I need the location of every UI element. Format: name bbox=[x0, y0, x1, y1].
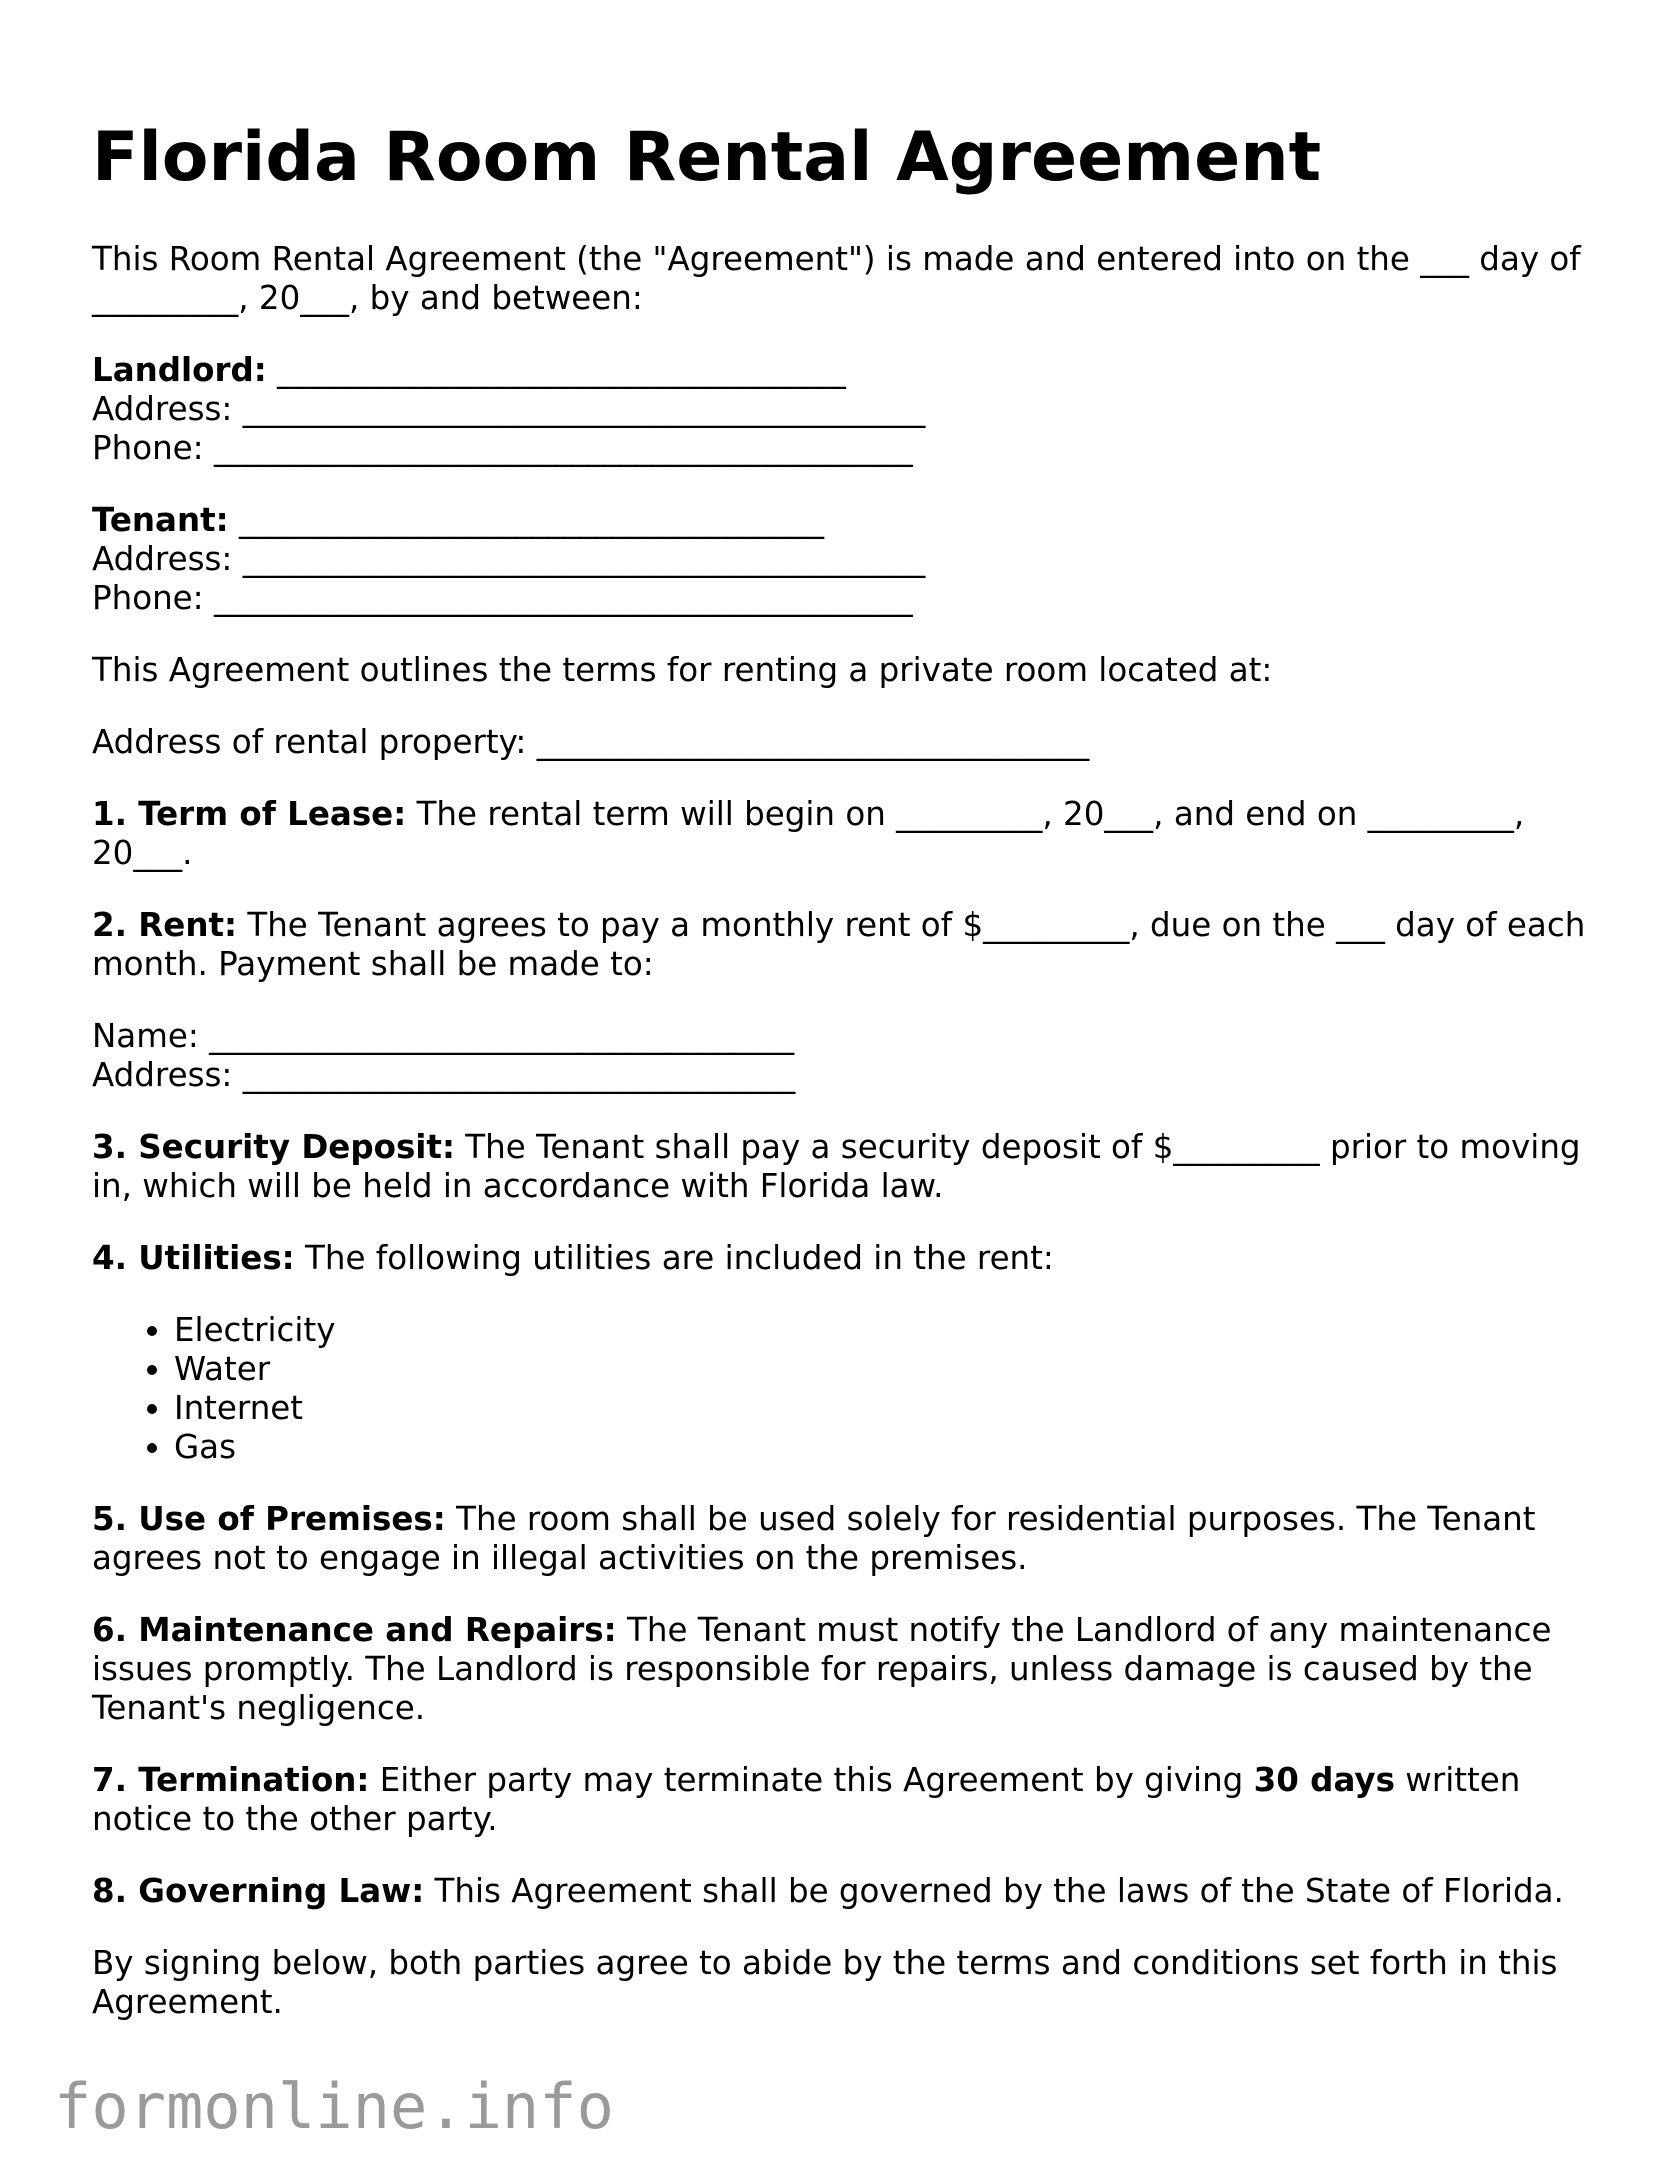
section-termination bbox=[92, 1761, 1612, 1839]
section-maintenance-text: The Tenant must notify the Landlord of any maintenance issues promptly. The Landlord is responsible for repairs, unless damage is caused by the Tenant's negligence. bbox=[92, 1611, 1552, 1727]
section-termination-text-after: written notice to the other party. bbox=[92, 1761, 1521, 1838]
landlord-name-blank: ___________________________________ bbox=[266, 351, 846, 389]
section-rent-text: The Tenant agrees to pay a monthly rent of $_________, due on the ___ day of each month. Payment shall be made to: bbox=[92, 906, 1586, 983]
document-body bbox=[92, 240, 1612, 2055]
tenant-name-blank: ____________________________________ bbox=[228, 501, 824, 539]
list-item: • Internet bbox=[174, 1389, 1612, 1428]
section-term-heading: 1. Term of Lease: bbox=[92, 795, 407, 833]
section-law-text: This Agreement shall be governed by the laws of the State of Florida. bbox=[424, 1872, 1564, 1910]
section-rent bbox=[92, 906, 1612, 984]
section-use-of-premises bbox=[92, 1500, 1612, 1578]
landlord-address-line: Address: __________________________________________ bbox=[92, 390, 926, 428]
section-governing-law bbox=[92, 1872, 1612, 1911]
tenant-label: Tenant: bbox=[92, 501, 229, 539]
section-term-text: The rental term will begin on _________, 20___, and end on _________, 20___. bbox=[92, 795, 1525, 872]
section-security-deposit bbox=[92, 1128, 1612, 1206]
section-utilities-heading: 4. Utilities: bbox=[92, 1239, 295, 1277]
document-title: Florida Room Rental Agreement bbox=[92, 118, 1322, 197]
landlord-label: Landlord: bbox=[92, 351, 267, 389]
section-term-of-lease bbox=[92, 795, 1612, 873]
section-deposit-heading: 3. Security Deposit: bbox=[92, 1128, 455, 1166]
tenant-block bbox=[92, 501, 1612, 618]
list-item: • Gas bbox=[174, 1428, 1612, 1467]
landlord-name-line bbox=[92, 351, 1612, 390]
section-utilities-text: The following utilities are included in the rent: bbox=[294, 1239, 1054, 1277]
payee-block bbox=[92, 1017, 1612, 1095]
section-termination-text-before: Either party may terminate this Agreement by giving bbox=[369, 1761, 1254, 1799]
property-address-line: Address of rental property: __________________________________ bbox=[92, 723, 1090, 761]
tenant-address-line: Address: __________________________________________ bbox=[92, 540, 926, 578]
landlord-phone-line: Phone: ___________________________________________ bbox=[92, 429, 913, 467]
tenant-name-line bbox=[92, 501, 1612, 540]
utilities-list bbox=[92, 1311, 1612, 1467]
watermark: formonline.info bbox=[54, 2070, 614, 2143]
section-rent-heading: 2. Rent: bbox=[92, 906, 238, 944]
intro-paragraph: This Room Rental Agreement (the "Agreement") is made and entered into on the ___ day of _________, 20___, by and between: bbox=[92, 240, 1581, 317]
notice-period: 30 days bbox=[1253, 1761, 1395, 1799]
landlord-block bbox=[92, 351, 1612, 468]
closing-paragraph: By signing below, both parties agree to abide by the terms and conditions set forth in this Agreement. bbox=[92, 1944, 1558, 2021]
tenant-phone-line: Phone: ___________________________________________ bbox=[92, 579, 913, 617]
payee-address-line: Address: __________________________________ bbox=[92, 1056, 796, 1094]
payee-name-line: Name: ____________________________________ bbox=[92, 1017, 795, 1055]
outline-paragraph: This Agreement outlines the terms for renting a private room located at: bbox=[92, 651, 1273, 689]
section-law-heading: 8. Governing Law: bbox=[92, 1872, 425, 1910]
section-maintenance bbox=[92, 1611, 1612, 1728]
section-maintenance-heading: 6. Maintenance and Repairs: bbox=[92, 1611, 617, 1649]
section-premises-heading: 5. Use of Premises: bbox=[92, 1500, 446, 1538]
section-deposit-text: The Tenant shall pay a security deposit of $_________ prior to moving in, which will be held in accordance with Florida law. bbox=[92, 1128, 1581, 1205]
list-item: • Electricity bbox=[174, 1311, 1612, 1350]
section-premises-text: The room shall be used solely for residential purposes. The Tenant agrees not to engage in illegal activities on the premises. bbox=[92, 1500, 1536, 1577]
section-utilities bbox=[92, 1239, 1612, 1278]
section-termination-heading: 7. Termination: bbox=[92, 1761, 370, 1799]
list-item: • Water bbox=[174, 1350, 1612, 1389]
